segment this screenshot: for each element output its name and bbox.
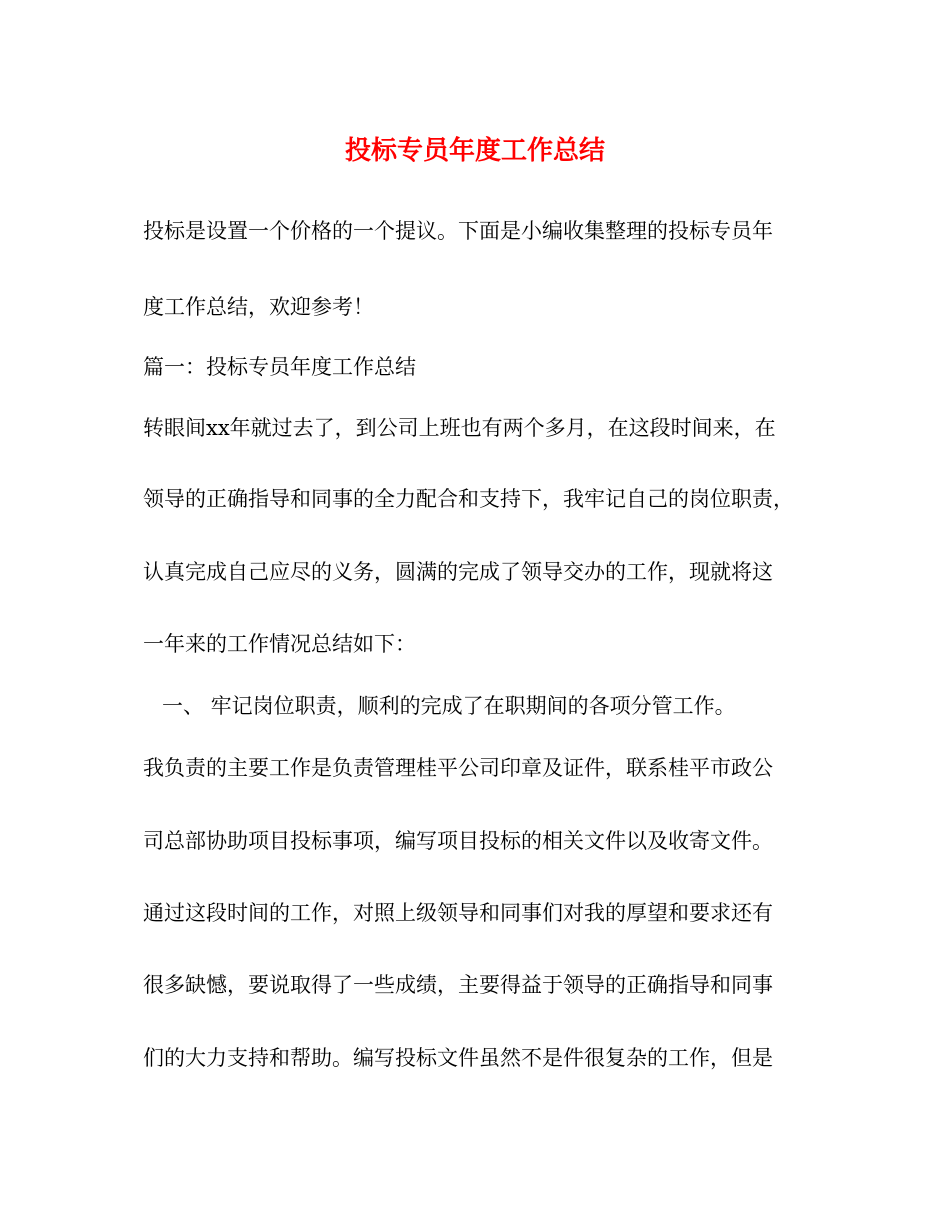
paragraph-line: 领导的正确指导和同事的全力配合和支持下，我牢记自己的岗位职责，: [143, 487, 794, 511]
paragraph-line: 们的大力支持和帮助。编写投标文件虽然不是件很复杂的工作，但是: [143, 1046, 773, 1070]
numbered-item: 一、 牢记岗位职责，顺利的完成了在职期间的各项分管工作。: [162, 694, 736, 718]
paragraph-line: 通过这段时间的工作，对照上级领导和同事们对我的厚望和要求还有: [143, 901, 773, 925]
paragraph-line: 转眼间xx年就过去了，到公司上班也有两个多月，在这段时间来，在: [143, 416, 776, 440]
section-heading: 篇一：投标专员年度工作总结: [143, 355, 416, 379]
document-title: 投标专员年度工作总结: [344, 136, 605, 166]
paragraph-line: 司总部协助项目投标事项，编写项目投标的相关文件以及收寄文件。: [143, 829, 773, 853]
paragraph-line: 我负责的主要工作是负责管理桂平公司印章及证件，联系桂平市政公: [143, 756, 773, 780]
paragraph-line: 投标是设置一个价格的一个提议。下面是小编收集整理的投标专员年: [143, 219, 773, 243]
paragraph-line: 度工作总结，欢迎参考！: [143, 295, 374, 319]
paragraph-line: 一年来的工作情况总结如下：: [143, 632, 416, 656]
paragraph-line: 认真完成自己应尽的义务，圆满的完成了领导交办的工作，现就将这: [143, 560, 773, 584]
paragraph-line: 很多缺憾，要说取得了一些成绩，主要得益于领导的正确指导和同事: [143, 973, 773, 997]
